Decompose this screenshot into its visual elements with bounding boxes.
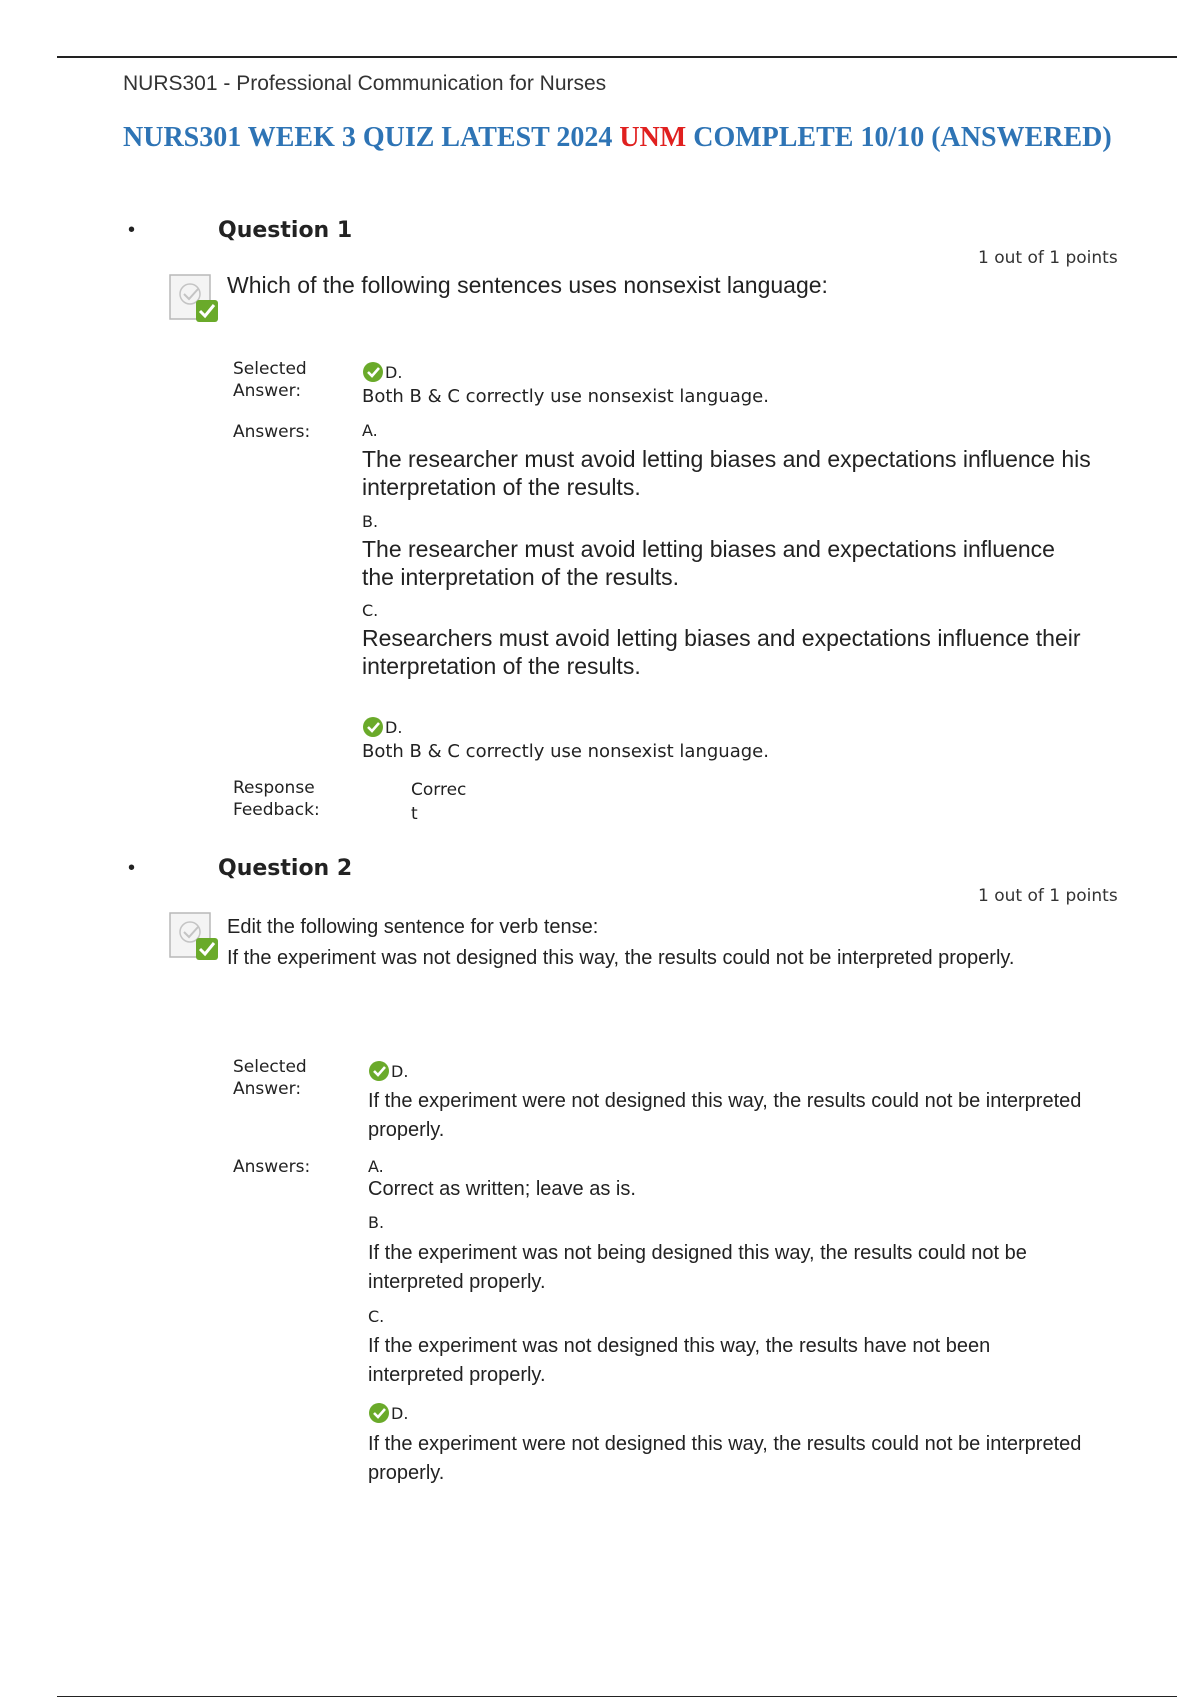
graded-check-icon <box>168 910 222 964</box>
question-2-header <box>128 856 352 881</box>
answer-a-letter: A. <box>368 1157 384 1176</box>
check-circle-icon <box>368 1402 390 1424</box>
document-title <box>123 122 1112 154</box>
question-1-label: Question 1 <box>218 218 353 243</box>
correct-answer-mark <box>362 716 402 738</box>
selected-label-line-2: Answer: <box>233 1079 302 1099</box>
check-circle-icon <box>368 1060 390 1082</box>
selected-answer-text: Both B & C correctly use nonsexist language. <box>362 386 769 407</box>
response-feedback-label <box>233 777 320 821</box>
course-name: NURS301 - Professional Communication for Nurses <box>123 72 607 95</box>
title-part-3: COMPLETE 10/10 (ANSWERED) <box>686 122 1112 153</box>
question-2-text <box>227 912 1097 974</box>
selected-label-line-1: Selected <box>233 1057 307 1077</box>
answer-c-letter: C. <box>368 1307 385 1326</box>
answers-label: Answers: <box>233 1157 311 1177</box>
question-1-text: Which of the following sentences uses nonsexist language: <box>227 272 828 298</box>
answer-c-text: If the experiment was not designed this way, the results have not been interpreted properly. <box>368 1335 991 1386</box>
answer-d-text: Both B & C correctly use nonsexist language. <box>362 741 769 762</box>
question-2-points: 1 out of 1 points <box>978 886 1118 906</box>
question-1-points: 1 out of 1 points <box>978 248 1118 268</box>
graded-check-icon <box>168 272 222 326</box>
selected-answer-label <box>233 358 307 402</box>
title-part-2: UNM <box>619 122 687 153</box>
answer-b-text: The researcher must avoid letting biases and expectations influence the interpretation of the results. <box>362 536 1055 590</box>
answer-a-text: Correct as written; leave as is. <box>368 1178 636 1200</box>
check-circle-icon <box>362 716 384 738</box>
answer-a-letter: A. <box>362 421 378 440</box>
bottom-rule <box>57 1696 1177 1697</box>
answers-label: Answers: <box>233 422 311 442</box>
answer-d-letter: D. <box>391 1403 409 1423</box>
correct-answer-mark <box>368 1402 408 1424</box>
answer-b-letter: B. <box>362 512 379 531</box>
selected-answer-mark <box>362 361 402 383</box>
question-1-header <box>128 218 352 243</box>
selected-answer-label <box>233 1056 307 1100</box>
title-part-1: NURS301 WEEK 3 QUIZ LATEST 2024 <box>123 122 620 153</box>
answer-d-letter: D. <box>385 717 403 737</box>
selected-answer-letter: D. <box>391 1061 409 1081</box>
question-2-instruction: Edit the following sentence for verb tense: <box>227 916 599 938</box>
response-label-line-2: Feedback: <box>233 800 320 820</box>
bullet: • <box>128 219 136 241</box>
response-label-line-1: Response <box>233 778 315 798</box>
selected-label-line-2: Answer: <box>233 381 302 401</box>
question-2-sentence: If the experiment was not designed this way, the results could not be interpreted properly. <box>227 947 1015 969</box>
answer-b-letter: B. <box>368 1213 385 1232</box>
answer-b-text: If the experiment was not being designed this way, the results could not be interpreted properly. <box>368 1242 1027 1293</box>
selected-answer-letter: D. <box>385 362 403 382</box>
response-feedback-text: Correct <box>411 780 467 824</box>
answer-c-text: Researchers must avoid letting biases and expectations influence their interpretation of the results. <box>362 625 1081 679</box>
check-circle-icon <box>362 361 384 383</box>
question-2-label: Question 2 <box>218 856 353 881</box>
selected-answer-text: If the experiment were not designed this way, the results could not be interpreted properly. <box>368 1090 1082 1141</box>
selected-label-line-1: Selected <box>233 359 307 379</box>
answer-c-letter: C. <box>362 601 379 620</box>
answer-a-text: The researcher must avoid letting biases and expectations influence his interpretation of the results. <box>362 446 1091 500</box>
top-rule <box>57 56 1177 58</box>
answer-d-text: If the experiment were not designed this way, the results could not be interpreted properly. <box>368 1433 1082 1484</box>
bullet: • <box>128 857 136 879</box>
selected-answer-mark <box>368 1060 408 1082</box>
